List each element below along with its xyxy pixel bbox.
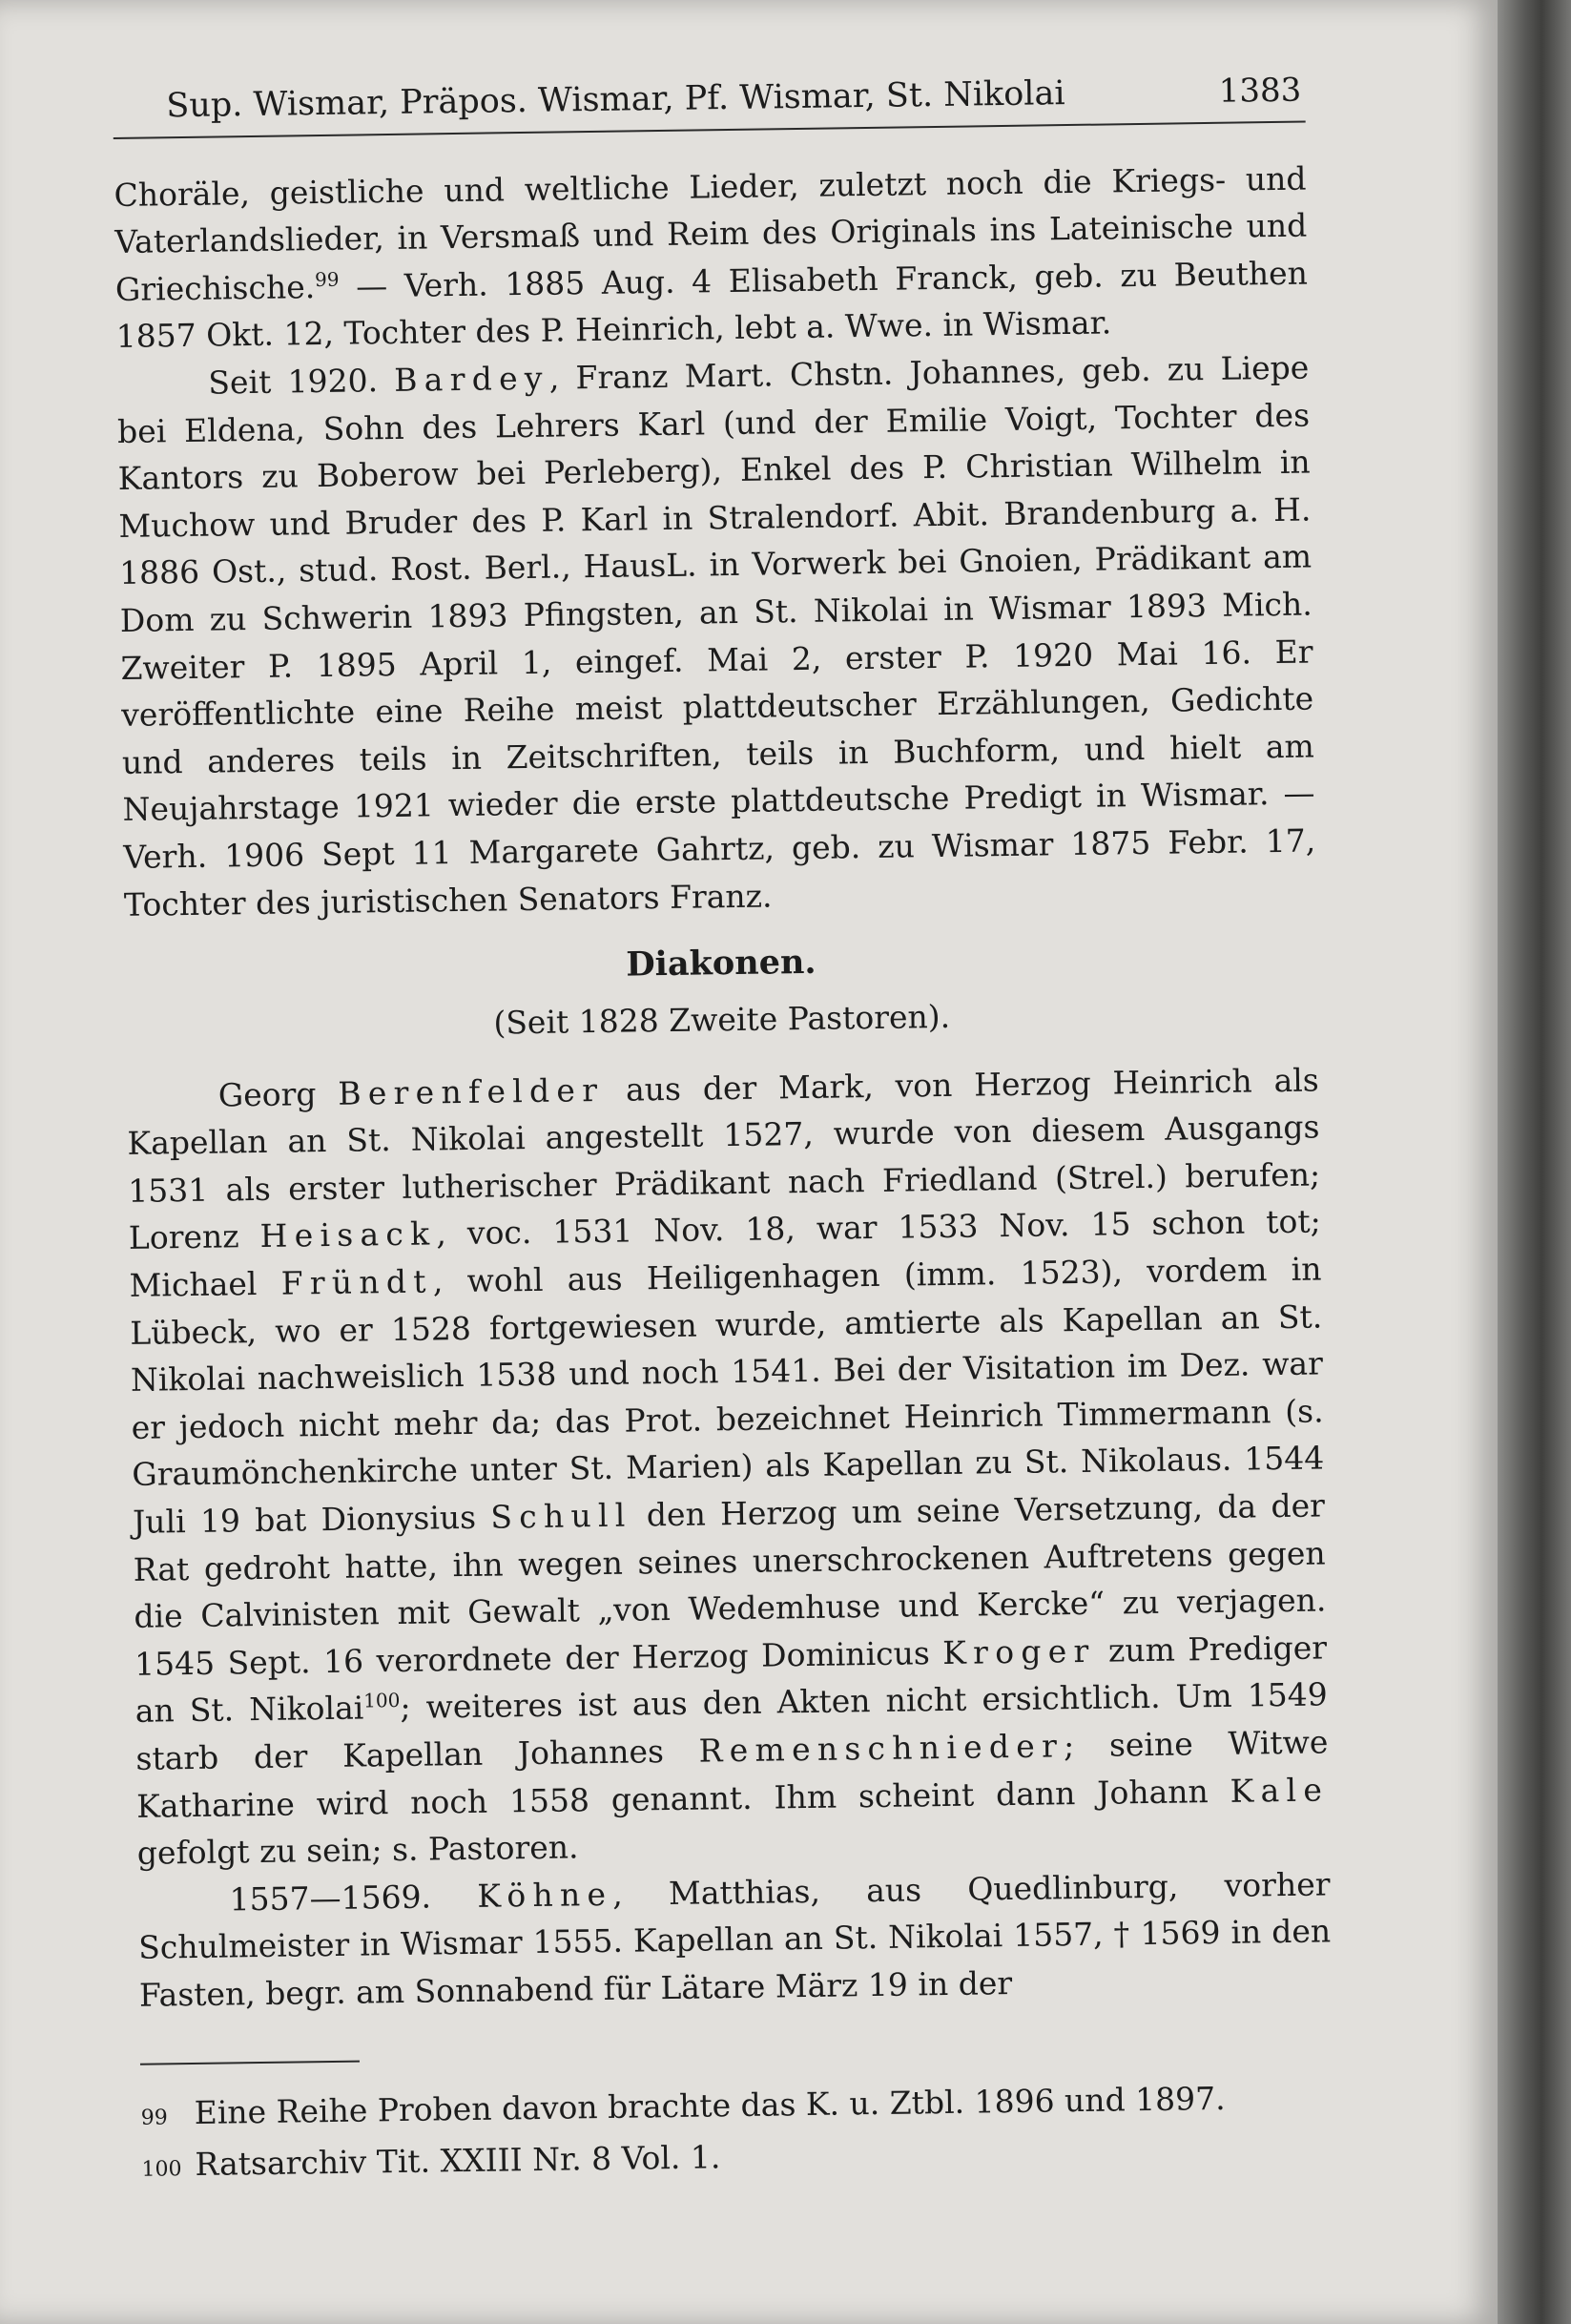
footnote-divider [140,2060,360,2065]
paragraph-choraele: Choräle, geistliche und weltliche Lieder, zuletzt noch die Kriegs- und Vaterlandslieder, in Versmaß und Reim des Originals ins Lateinische und Griechische.$^{99}$ — Verh. 1885 Aug. 4 Elisabeth Franck, geb. zu Beuthen 1857 Okt. 12, Tochter des P. Heinrich, lebt a. Wwe. in Wismar. [114,159,1309,356]
person-name: Kroger [941,1631,1096,1671]
section-subheading: (Seit 1828 Zweite Pastoren). [493,997,951,1042]
paragraph-bardey: Seit 1920. Bardey, Franz Mart. Chstn. Johannes, geb. zu Liepe bei Eldena, Sohn des Lehrers Karl (und der Emilie Voigt, Tochter des Kantors zu Boberow bei Perleberg), Enkel des P. Christian Wilhelm in Muchow und Bruder des P. Karl in Stralendorf. Abit. Brandenburg a. H. 1886 Ost., stud. Rost. Berl., HausL. in Vorwerk bei Gnoien, Prädikant am Dom zu Schwerin 1893 Pfingsten, an St. Nikolai in Wismar 1893 Mich. Zweiter P. 1895 April 1, eingef. Mai 2, erster P. 1920 Mai 16. Er veröffentlichte eine Reihe meist plattdeutscher Erzählungen, Gedichte und anderes teils in Zeitschriften, teils in Buchform, und hielt am Neujahrstage 1921 wieder die erste plattdeutsche Predigt in Wismar. — Verh. 1906 Sept 11 Margarete Gahrtz, geb. zu Wismar 1875 Febr. 17, Tochter des juristischen Senators Franz. [116,348,1316,923]
section-heading: Diakonen. [626,942,817,985]
footnote-text: Eine Reihe Proben davon brachte das K. u. Ztbl. 1896 und 1897. [194,2079,1226,2131]
person-name: Fründt [280,1262,434,1302]
footnote-ref-100: 100 [362,1689,401,1712]
person-name: Berenfelder [338,1070,605,1112]
footnote-ref-99: 99 [314,267,340,291]
person-name: Köhne [477,1875,613,1915]
footnote-text: Ratsarchiv Tit. XXIII Nr. 8 Vol. 1. [195,2137,721,2183]
person-name: Kale [1230,1770,1330,1810]
page-text-block [113,68,1334,2193]
paragraph-diakonen: Georg Berenfelder aus der Mark, von Herzog Heinrich als Kapellan an St. Nikolai angestellt 1527, wurde von diesem Ausgangs 1531 als erster lutherischer Prädikant nach Friedland (Strel.) berufen; Lorenz Heisack, voc. 1531 Nov. 18, war 1533 Nov. 15 schon tot; Michael Fründt, wohl aus Heiligenhagen (imm. 1523), vordem in Lübeck, wo er 1528 fortgewiesen wurde, amtierte als Kapellan an St. Nikolai nachweislich 1538 und noch 1541. Bei der Visitation im Dez. war er jedoch nicht mehr da; das Prot. bezeichnet Heinrich Timmermann (s. Graumönchenkirche unter St. Marien) als Kapellan zu St. Nikolaus. 1544 Juli 19 bat Dionysius Schull den Herzog um seine Versetzung, da der Rat gedroht hatte, ihn wegen seines unerschrockenen Auftretens gegen die Calvinisten mit Gewalt „von Wedemhuse und Kercke“ zu verjagen. 1545 Sept. 16 verordnete der Herzog Dominicus Kroger zum Prediger an St. Nikolai$^{100}$; weiteres ist aus den Akten nicht ersichtlich. Um 1549 starb der Kapellan Johannes Remenschnieder; seine Witwe Katharine wird noch 1558 genannt. Ihm scheint dann Johann Kale gefolgt zu sein; s. Pastoren. [127,1061,1330,1873]
person-name: Schull [490,1496,632,1536]
footnote-mark: 99 [140,2105,168,2130]
person-name: Bardey [393,359,550,399]
running-title: Sup. Wismar, Präpos. Wismar, Pf. Wismar, St. Nikolai [166,74,1065,126]
person-name: Remenschnieder [698,1727,1065,1770]
person-name: Heisack [259,1214,437,1255]
running-header [113,68,1306,139]
page-number: 1383 [1218,71,1302,111]
footnote-mark: 100 [141,2156,182,2182]
paragraph-koehne: 1557—1569. Köhne, Matthias, aus Quedlinburg, vorher Schulmeister in Wismar 1555. Kapellan an St. Nikolai 1557, † 1569 in den Fasten, begr. am Sonnabend für Lätare März 19 in der [138,1865,1332,2014]
book-spine-shadow [1498,0,1571,2324]
